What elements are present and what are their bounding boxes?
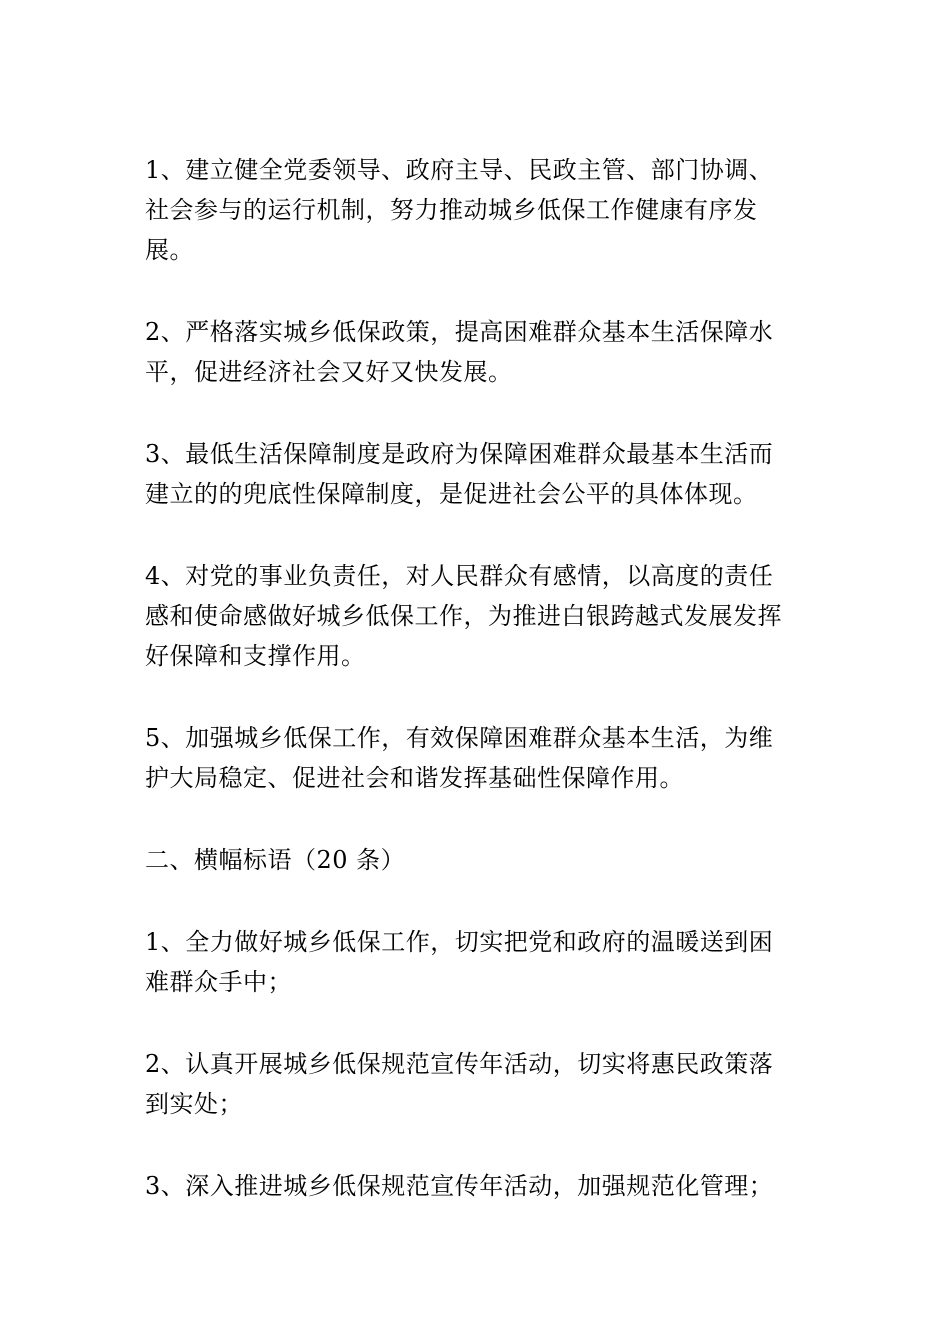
text-line: 3、深入推进城乡低保规范宣传年活动，加强规范化管理； [145,1172,774,1200]
slogan-paragraph-5 [145,718,815,798]
document-body [145,150,815,1248]
text-line: 展。 [145,236,194,264]
banner-slogan-2 [145,1044,815,1124]
text-line: 感和使命感做好城乡低保工作，为推进白银跨越式发展发挥 [145,602,782,630]
text-line: 社会参与的运行机制，努力推动城乡低保工作健康有序发 [145,196,758,224]
banner-slogan-1 [145,922,815,1002]
banner-slogan-3 [145,1166,815,1206]
section-heading [145,840,815,880]
section-heading-text: 二、横幅标语（20 条） [145,846,406,874]
slogan-paragraph-1 [145,150,815,270]
text-line: 好保障和支撑作用。 [145,642,366,670]
text-line: 建立的的兜底性保障制度，是促进社会公平的具体体现。 [145,480,758,508]
text-line: 护大局稳定、促进社会和谐发挥基础性保障作用。 [145,764,684,792]
text-line: 3、最低生活保障制度是政府为保障困难群众最基本生活而 [145,440,774,468]
text-line: 2、认真开展城乡低保规范宣传年活动，切实将惠民政策落 [145,1050,774,1078]
text-line: 1、建立健全党委领导、政府主导、民政主管、部门协调、 [145,156,774,184]
slogan-paragraph-3 [145,434,815,514]
text-line: 到实处； [145,1090,243,1118]
text-line: 5、加强城乡低保工作，有效保障困难群众基本生活，为维 [145,724,774,752]
text-line: 平，促进经济社会又好又快发展。 [145,358,513,386]
slogan-paragraph-4 [145,556,815,676]
slogan-paragraph-2 [145,312,815,392]
text-line: 2、严格落实城乡低保政策，提高困难群众基本生活保障水 [145,318,774,346]
text-line: 4、对党的事业负责任，对人民群众有感情，以高度的责任 [145,562,774,590]
text-line: 1、全力做好城乡低保工作，切实把党和政府的温暖送到困 [145,928,774,956]
text-line: 难群众手中； [145,968,292,996]
